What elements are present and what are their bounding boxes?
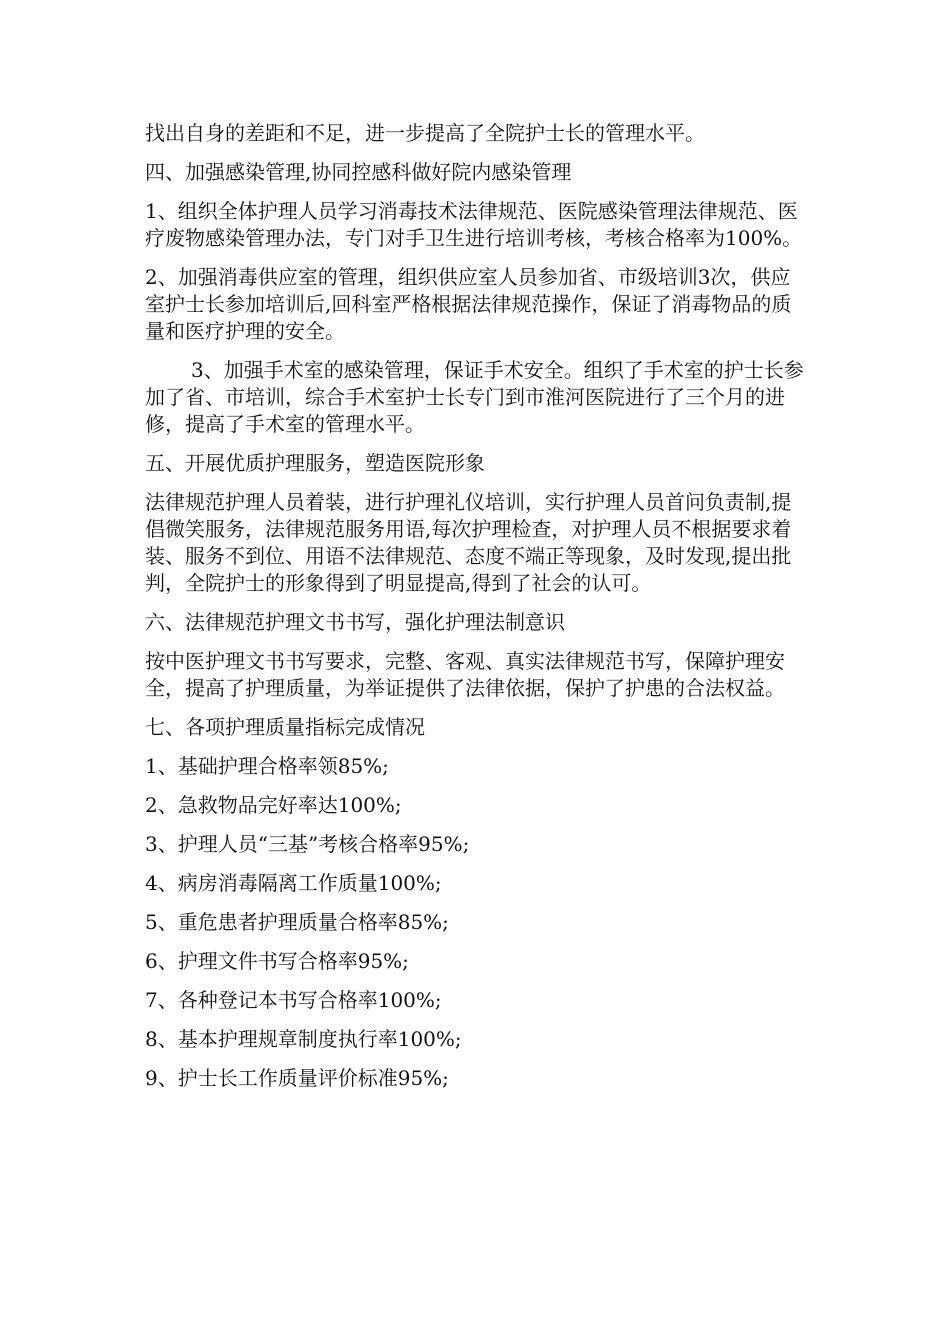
- indicator-item-7: 7、各种登记本书写合格率100%;: [145, 988, 442, 1012]
- section-heading-infection-management: 四、加强感染管理,协同控感科做好院内感染管理: [145, 160, 572, 184]
- indicator-item-9: 9、护士长工作质量评价标准95%;: [145, 1066, 449, 1090]
- paragraph-nursing-documents: 按中医护理文书书写要求，完整、客观、真实法律规范书写，保障护理安全，提高了护理质量，为举证提供了法律依据，保护了护患的合法权益。: [145, 649, 785, 700]
- document-body: [145, 120, 810, 1104]
- indicator-item-4: 4、病房消毒隔离工作质量100%;: [145, 871, 442, 895]
- indicator-item-5: 5、重危患者护理质量合格率85%;: [145, 910, 449, 934]
- indicator-item-8: 8、基本护理规章制度执行率100%;: [145, 1027, 462, 1051]
- paragraph-quality-service: 法律规范护理人员着装，进行护理礼仪培训，实行护理人员首问负责制,提倡微笑服务，法律规范服务用语,每次护理检查，对护理人员不根据要求着装、服务不到位、用语不法律规范、态度不端正等现象，及时发现,提出批判，全院护士的形象得到了明显提高,得到了社会的认可。: [145, 490, 792, 595]
- paragraph-infection-item-2: 2、加强消毒供应室的管理，组织供应室人员参加省、市级培训3次，供应室护士长参加培训后,回科室严格根据法律规范操作，保证了消毒物品的质量和医疗护理的安全。: [145, 265, 792, 343]
- indicator-item-2: 2、急救物品完好率达100%;: [145, 793, 402, 817]
- indicator-item-6: 6、护理文件书写合格率95%;: [145, 949, 409, 973]
- paragraph-infection-item-1: 1、组织全体护理人员学习消毒技术法律规范、医院感染管理法律规范、医疗废物感染管理办法，专门对手卫生进行培训考核，考核合格率为100%。: [145, 199, 803, 250]
- paragraph-infection-item-3: 3、加强手术室的感染管理，保证手术安全。组织了手术室的护士长参加了省、市培训，综合手术室护士长专门到市淮河医院进行了三个月的进修，提高了手术室的管理水平。: [145, 358, 804, 436]
- section-heading-quality-indicators: 七、各项护理质量指标完成情况: [145, 715, 425, 739]
- indicator-item-1: 1、基础护理合格率领85%;: [145, 754, 389, 778]
- section-heading-nursing-documents: 六、法律规范护理文书书写，强化护理法制意识: [145, 610, 565, 634]
- paragraph-intro-continuation: 找出自身的差距和不足，进一步提高了全院护士长的管理水平。: [145, 121, 705, 145]
- section-heading-quality-service: 五、开展优质护理服务，塑造医院形象: [145, 451, 485, 475]
- indicator-item-3: 3、护理人员“三基”考核合格率95%;: [145, 832, 470, 856]
